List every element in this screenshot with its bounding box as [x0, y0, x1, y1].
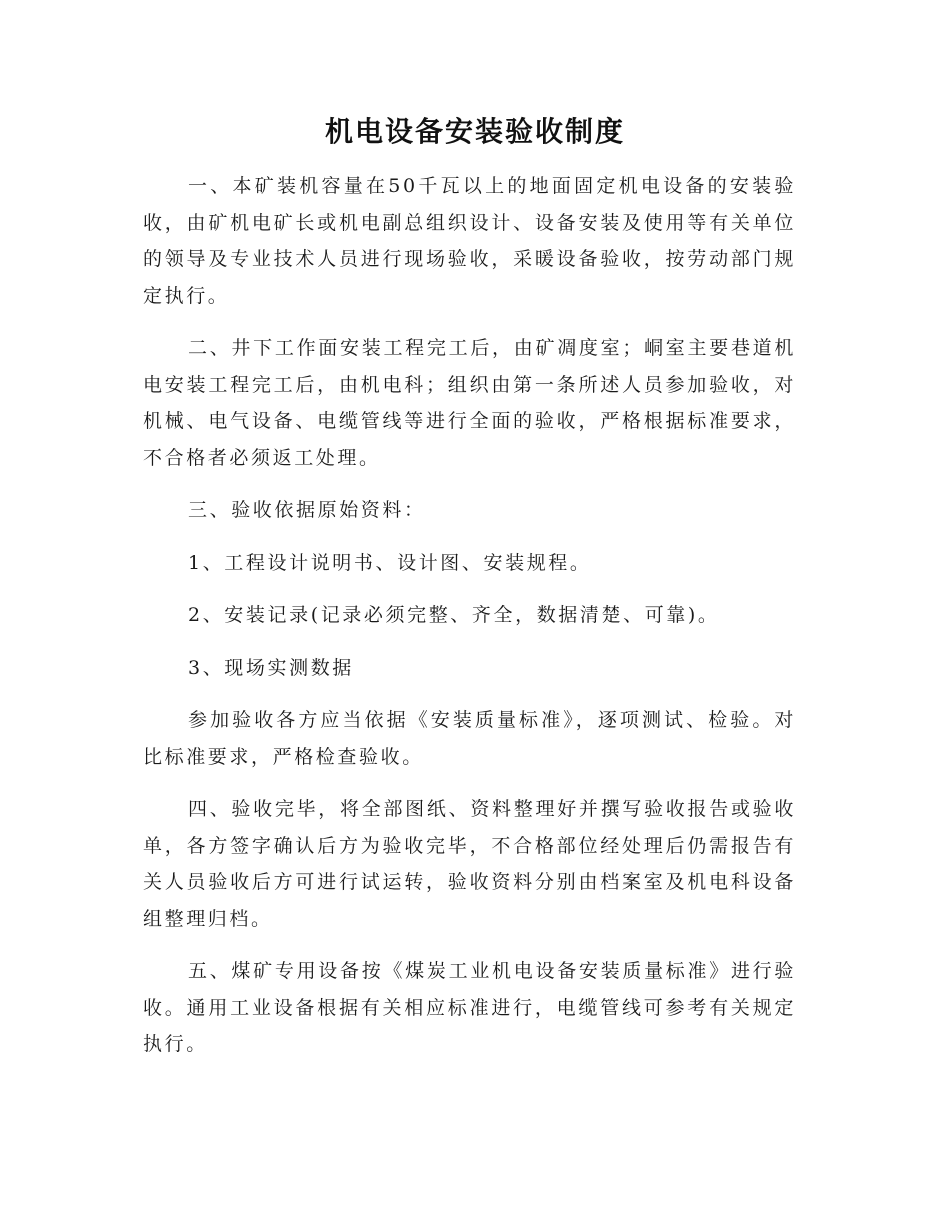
- paragraph-article-3: 三、验收依据原始资料：: [188, 499, 426, 521]
- paragraph-article-1: 一、本矿装机容量在50千瓦以上的地面固定机电设备的安装验收，由矿机电矿长或机电副总组织设计、设备安装及使用等有关单位的领导及专业技术人员进行现场验收，采暖设备验收，按劳动部门规定执行。: [143, 175, 796, 307]
- document-body: [143, 168, 796, 1079]
- list-item-install-records: 2、安装记录(记录必须完整、齐全，数据清楚、可靠)。: [188, 604, 720, 626]
- list-item-field-data: 3、现场实测数据: [188, 656, 354, 679]
- paragraph-article-2: 二、井下工作面安装工程完工后，由矿凋度室；峒室主要巷道机电安装工程完工后，由机电科；组织由第一条所述人员参加验收，对机械、电气设备、电缆管线等进行全面的验收，严格根据标准要求，不合格者必须返工处理。: [143, 337, 796, 469]
- document-title: 机电设备安装验收制度: [324, 115, 625, 148]
- paragraph-article-5: 五、煤矿专用设备按《煤炭工业机电设备安装质量标准》进行验收。通用工业设备根据有关相应标准进行，电缆管线可参考有关规定执行。: [143, 960, 796, 1055]
- paragraph-inspection-basis: 参加验收各方应当依据《安装质量标准》，逐项测试、检验。对比标准要求，严格检查验收。: [143, 709, 796, 768]
- paragraph-article-4: 四、验收完毕，将全部图纸、资料整理好并撰写验收报告或验收单，各方签字确认后方为验收完毕，不合格部位经处理后仍需报告有关人员验收后方可进行试运转，验收资料分别由档案室及机电科设备组整理归档。: [143, 798, 796, 930]
- list-item-design-docs: 1、工程设计说明书、设计图、安装规程。: [188, 551, 592, 574]
